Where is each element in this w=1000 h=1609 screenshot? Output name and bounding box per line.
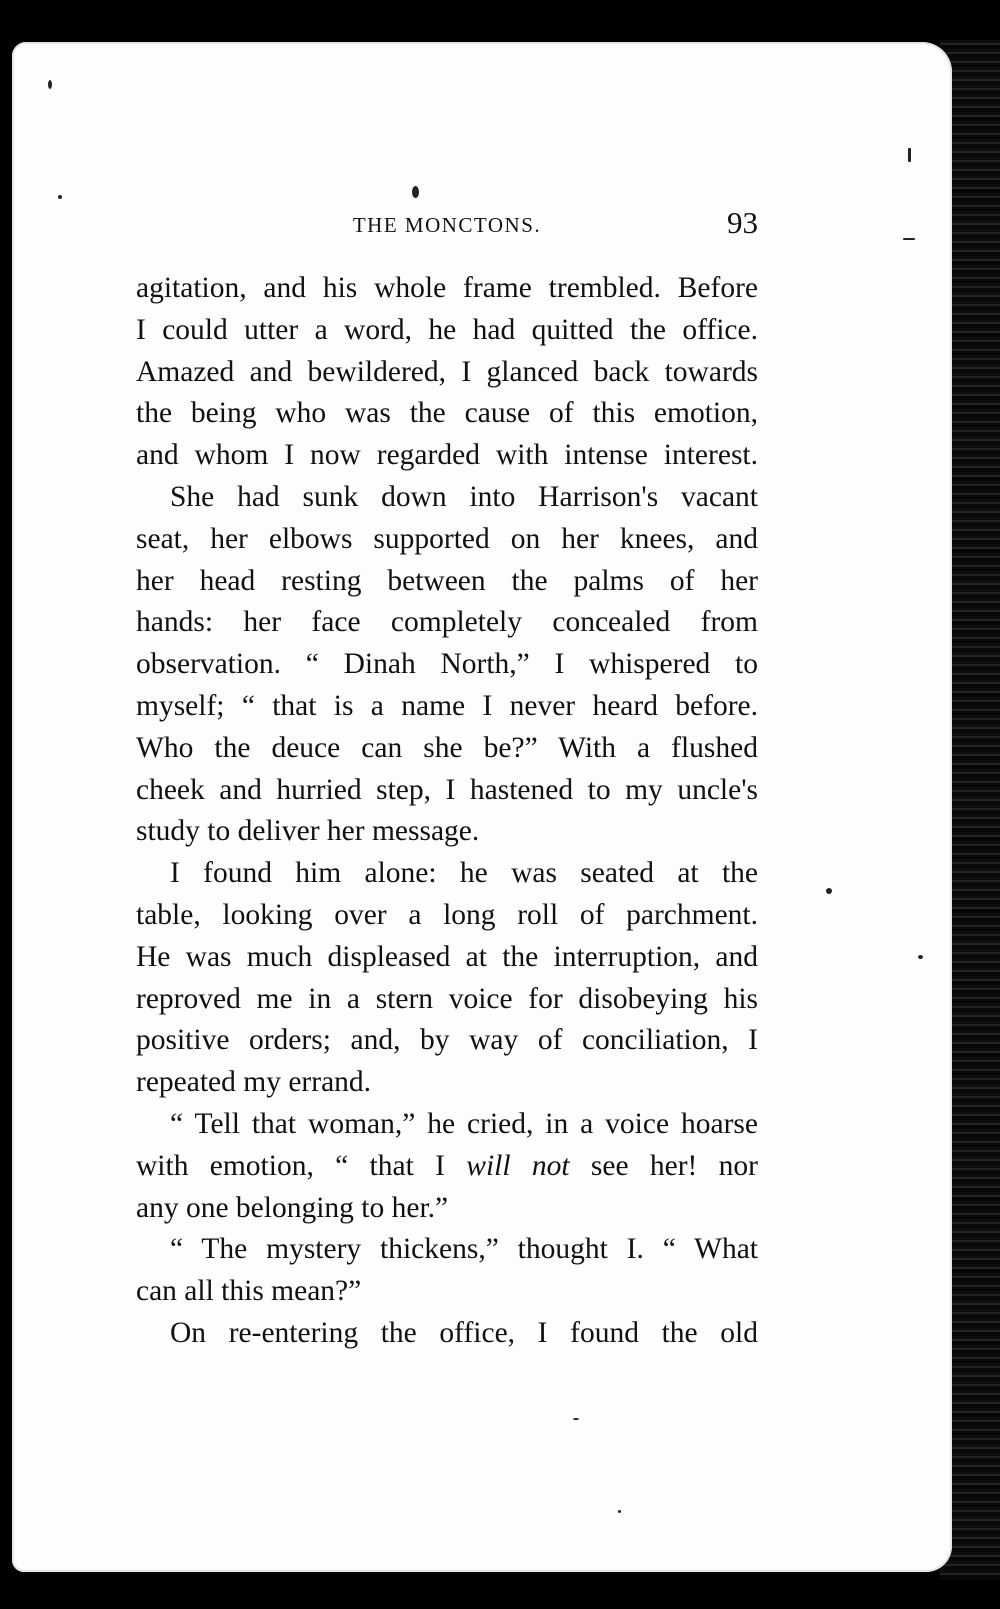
text-line: any one belonging to her.” [136,1191,449,1224]
paragraph [136,1104,758,1229]
scan-speck [903,238,915,240]
scan-speck [908,148,911,162]
text-fragment: with emotion, “ that I [136,1149,467,1182]
paragraph [136,477,758,853]
paragraph [136,268,758,477]
text-line: repeated my errand. [136,1066,372,1099]
paragraph [136,1229,758,1313]
text-line: hands: her face completely concealed from [136,606,758,639]
page-number: 93 [727,205,758,240]
text-line: observation. “ Dinah North,” I whispered to [136,648,758,681]
scan-speck [412,186,419,198]
text-line: “ Tell that woman,” he cried, in a voice hoarse [170,1107,758,1140]
emphasis-text: will not [466,1149,570,1182]
text-line: reproved me in a stern voice for disobeying his [136,982,758,1015]
text-line: agitation, and his whole frame trembled. Before [136,272,758,304]
text-line: I found him alone: he was seated at the [170,857,758,890]
text-line: He was much displeased at the interruption, and [136,940,758,973]
running-head [136,205,758,245]
text-line: On re-entering the office, I found the old [170,1316,758,1349]
scan-speck [58,195,62,199]
text-fragment: see her! nor [569,1149,759,1182]
text-line: She had sunk down into Harrison's vacant [170,480,758,513]
paragraph [136,853,758,1104]
running-title: THE MONCTONS. [352,213,542,237]
body-text [136,268,758,1355]
text-line-with-emphasis [136,1146,758,1188]
scan-speck [918,955,923,959]
text-line: myself; “ that is a name I never heard before. [136,689,758,722]
text-line: study to deliver her message. [136,815,480,848]
scan-speck [573,1418,579,1420]
paragraph [136,1313,758,1355]
text-line: Who the deuce can she be?” With a flushed [136,731,758,764]
scan-speck [48,80,52,89]
text-line: table, looking over a long roll of parchment. [136,898,758,931]
text-line: can all this mean?” [136,1275,362,1308]
text-line: her head resting between the palms of her [136,564,758,597]
text-line: “ The mystery thickens,” thought I. “ What [170,1233,758,1266]
text-line: I could utter a word, he had quitted the office. [136,313,758,346]
text-line: and whom I now regarded with intense interest. [136,439,758,472]
scan-speck [618,1510,621,1513]
text-line: the being who was the cause of this emotion, [136,397,758,430]
text-line: cheek and hurried step, I hastened to my uncle's [136,773,758,806]
scan-speck [826,888,832,894]
text-line: seat, her elbows supported on her knees, and [136,522,758,555]
text-line: positive orders; and, by way of conciliation, I [136,1024,758,1057]
text-line: Amazed and bewildered, I glanced back towards [136,355,758,388]
